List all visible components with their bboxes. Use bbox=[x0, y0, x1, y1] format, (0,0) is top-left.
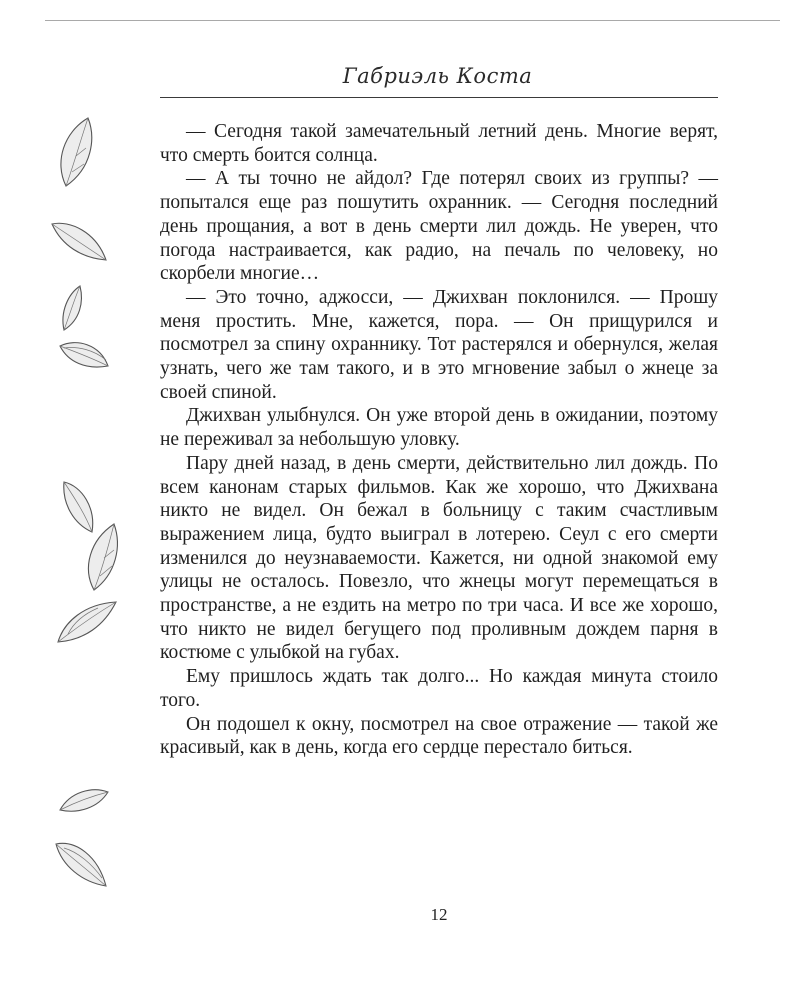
paragraph: Джихван улыбнулся. Он уже второй день в ожидании, поэтому не переживал за небольшую уловку. bbox=[160, 405, 718, 451]
petal-icon bbox=[52, 838, 110, 890]
paragraph: — Сегодня такой замечательный летний день. Многие верят, что смерть боится солнца. bbox=[160, 121, 718, 166]
paragraph: — А ты точно не айдол? Где потерял своих из группы? — попытался еще раз пошутить охранник. — Сегодня последний день прощания, а вот в день смерти лил дождь. Не уверен, что погода настраивается, как радио, на печаль по человеку, но скорбели многие… bbox=[160, 168, 718, 285]
petal-icon bbox=[48, 112, 108, 192]
petal-icon bbox=[48, 218, 112, 266]
petal-icon bbox=[56, 336, 112, 372]
running-head: Габриэль Коста bbox=[342, 64, 533, 88]
page-number: 12 bbox=[430, 905, 448, 924]
header-rule bbox=[160, 97, 718, 98]
top-divider bbox=[45, 20, 780, 21]
paragraph: — Это точно, аджосси, — Джихван поклонился. — Прошу меня простить. Мне, кажется, пора. — Он прищурился и посмотрел за спину охраннику. Тот растерялся и обернулся, желая узнать, чего же там такого, и в это мгновение забыл о жнеце за своей спиной. bbox=[160, 286, 718, 403]
petal-icon bbox=[56, 784, 112, 816]
paragraph: Пару дней назад, в день смерти, действительно лил дождь. По всем канонам старых фильмов. Как же хорошо, что Джихвана никто не видел. Он бежал в больницу с таким счастливым выражением лица, будто выиграл в лотерею. Сеул с его смерти изменился до неузнаваемости. Кажется, ни одной знакомой ему улицы не осталось. Повезло, что жнецы могут перемещаться в пространстве, а не ездить на метро по три часа. И все же хорошо, что никто не видел бегущего под проливным дождем парня в костюме с улыбкой на губах. bbox=[160, 452, 718, 664]
paragraph: Ему пришлось ждать так долго... Но каждая минута стоило того. bbox=[160, 666, 718, 711]
petal-icon bbox=[54, 598, 120, 646]
petal-icon bbox=[58, 282, 88, 334]
body-text bbox=[160, 120, 718, 760]
paragraph: Он подошел к окну, посмотрел на свое отражение — такой же красивый, как в день, когда его сердце перестало биться. bbox=[160, 713, 718, 759]
petal-icon bbox=[80, 520, 124, 594]
